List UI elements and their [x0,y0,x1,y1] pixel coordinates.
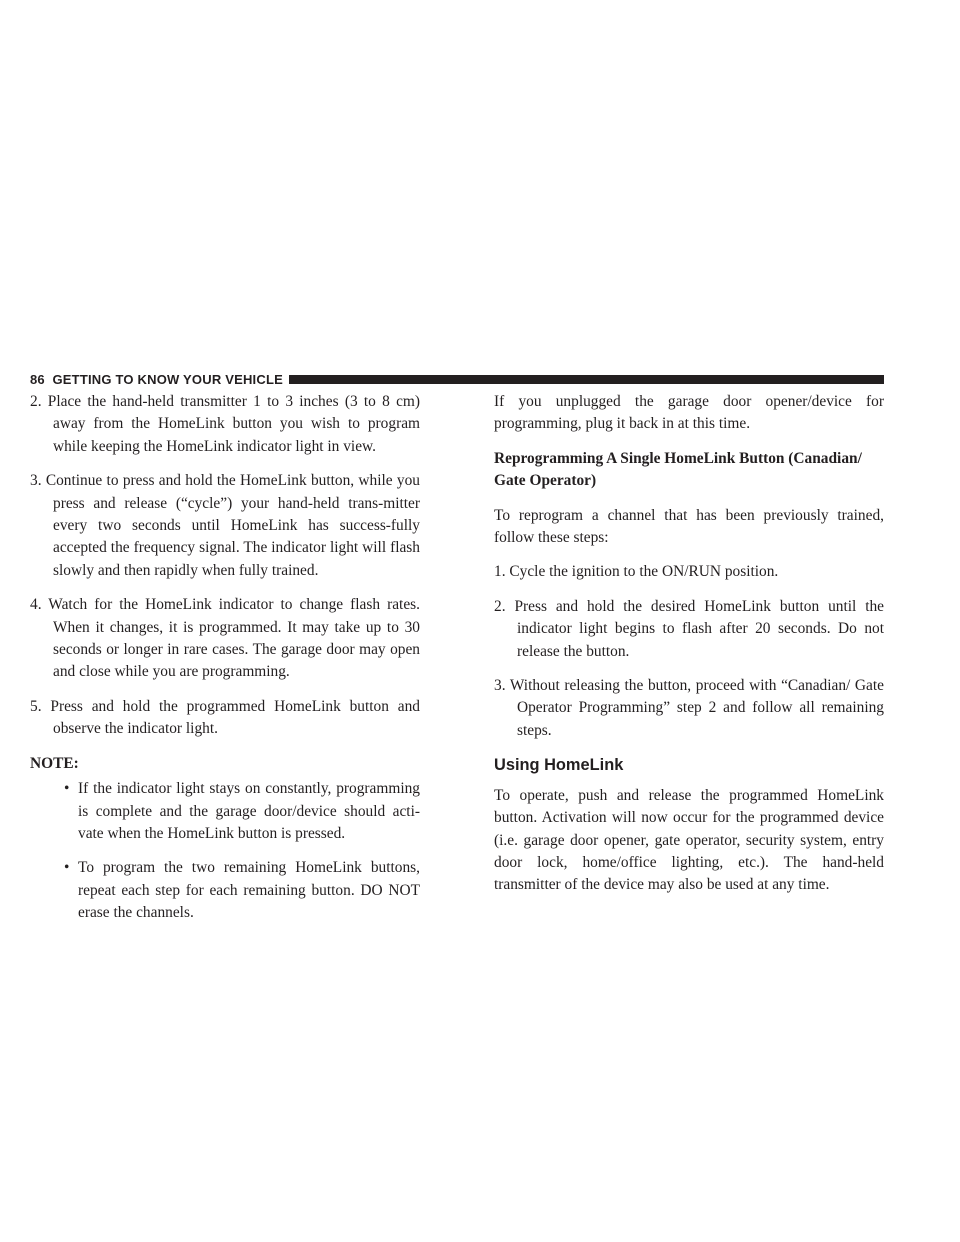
left-column [30,391,420,937]
reprogram-step-1: 1. Cycle the ignition to the ON/RUN position. [494,563,779,581]
page-header-text [30,372,283,387]
reprogram-intro: To reprogram a channel that has been previously trained, follow these steps: [494,506,884,547]
step-2: 2. Place the hand-held transmitter 1 to 3 inches (3 to 8 cm) away from the HomeLink button you wish to program while keeping the HomeLink indicator light in view. [30,393,420,455]
using-homelink-heading: Using HomeLink [494,756,624,775]
reprogram-step-3: 3. Without releasing the button, proceed with “Canadian/ Gate Operator Programming” step 2 and follow all remaining steps. [494,677,884,739]
page-number: 86 [30,371,45,387]
bullet-icon: • [64,780,70,798]
header-rule [289,375,884,384]
page-header [30,370,884,388]
reprogram-heading: Reprogramming A Single HomeLink Button (Canadian/ Gate Operator) [494,449,862,490]
using-homelink-paragraph: To operate, push and release the programmed HomeLink button. Activation will now occur for the programmed device (i.e. garage door opener, gate operator, security system, entry door lock, home/office lighting, etc.). The hand-held transmitter of the device may also be used at any time. [494,786,884,894]
unplugged-paragraph: If you unplugged the garage door opener/device for programming, plug it back in at this time. [494,393,884,433]
reprogram-step-2: 2. Press and hold the desired HomeLink button until the indicator light begins to flash after 20 seconds. Do not release the button. [494,597,884,660]
note-label: NOTE: [30,754,79,772]
note-bullet-1 [30,778,420,845]
note-bullet-text: If the indicator light stays on constantly, programming is complete and the garage door/device should acti-vate when the HomeLink button is pressed. [78,780,420,842]
section-title: GETTING TO KNOW YOUR VEHICLE [52,371,283,387]
right-column [494,391,884,909]
note-bullet-2 [30,857,420,924]
step-4: 4. Watch for the HomeLink indicator to change flash rates. When it changes, it is programmed. It may take up to 30 seconds or longer in rare cases. The garage door may open and close while you are programming. [30,596,420,681]
note-bullets [30,778,420,924]
bullet-icon: • [64,859,70,877]
step-5: 5. Press and hold the programmed HomeLink button and observe the indicator light. [30,697,420,738]
step-3: 3. Continue to press and hold the HomeLink button, while you press and release (“cycle”) your hand-held trans-mitter every two seconds until HomeLink has success-fully accepted the frequency signal. The indicator light will flash slowly and then rapidly when fully trained. [30,472,420,579]
note-bullet-text: To program the two remaining HomeLink buttons, repeat each step for each remaining button. DO NOT erase the channels. [78,859,420,922]
